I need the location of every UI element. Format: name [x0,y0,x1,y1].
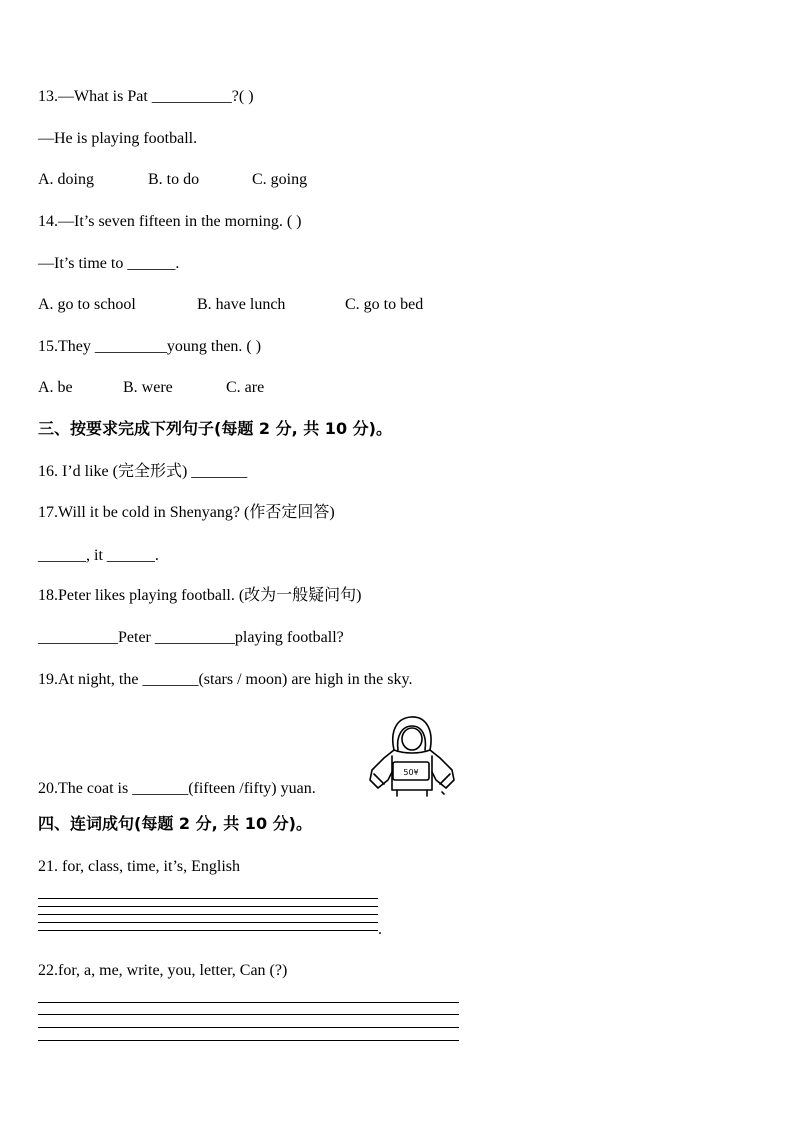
q22-writing-line [38,1040,459,1041]
q20-stem: 20.The coat is _______(fifteen /fifty) yuan. [38,780,316,797]
q14-options [38,295,423,315]
q16-stem: 16. I’d like (完全形式) _______ [38,463,248,480]
q13-stem: 13.—What is Pat __________?( ) [38,88,254,105]
q18-answer: __________Peter __________playing football? [38,629,344,646]
q22-writing-line [38,1027,459,1028]
q22-writing-line [38,1002,459,1003]
q17-stem: 17.Will it be cold in Shenyang? (作否定回答) [38,504,335,521]
q21-writing-line [38,930,378,931]
q21-writing-line [38,906,378,907]
price-tag: 50¥ [403,768,419,777]
q15-option-a: A. be [38,379,73,396]
section-3-title: 三、按要求完成下列句子(每题 2 分, 共 10 分)。 [38,419,392,438]
q13-option-b: B. to do [148,171,200,188]
q21-end-mark: . [378,921,382,938]
section-4-title: 四、连词成句(每题 2 分, 共 10 分)。 [38,814,312,833]
q21-writing-line [38,914,378,915]
q14-option-b: B. have lunch [197,296,286,313]
q15-option-c: C. are [226,379,265,396]
coat-illustration [364,712,458,798]
q15-stem: 15.They _________young then. ( ) [38,338,262,355]
q13-option-c: C. going [252,171,308,188]
q13-answer: —He is playing football. [38,130,198,147]
q22-stem: 22.for, a, me, write, you, letter, Can (?) [38,962,288,979]
q19-stem: 19.At night, the _______(stars / moon) are high in the sky. [38,671,413,688]
q13-options [38,170,307,190]
q21-writing-line [38,922,378,923]
q22-writing-line [38,1014,459,1015]
q18-stem: 18.Peter likes playing football. (改为一般疑问句) [38,587,362,604]
q21-stem: 21. for, class, time, it’s, English [38,858,241,875]
q14-option-c: C. go to bed [345,296,424,313]
q15-options [38,378,264,398]
q14-stem: 14.—It’s seven fifteen in the morning. ( ) [38,213,302,230]
q14-option-a: A. go to school [38,296,136,313]
q13-option-a: A. doing [38,171,94,188]
q14-answer: —It’s time to ______. [38,255,180,272]
q21-writing-line [38,898,378,899]
q15-option-b: B. were [123,379,173,396]
q17-answer: ______, it ______. [38,547,159,564]
